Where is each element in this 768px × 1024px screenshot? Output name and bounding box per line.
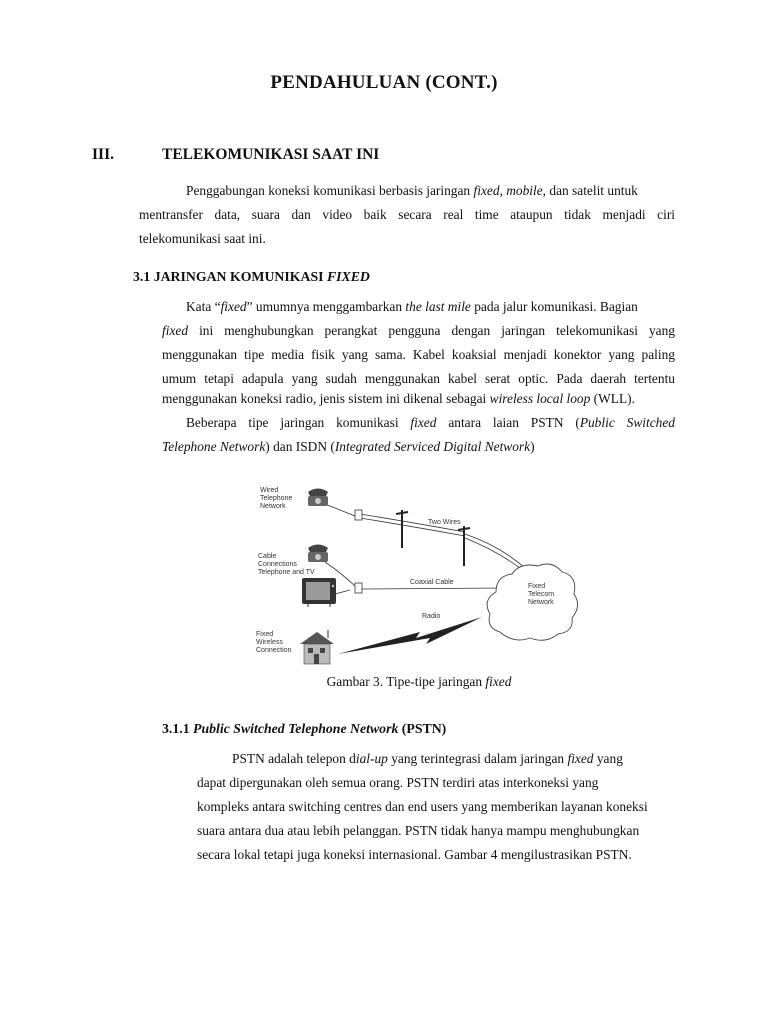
svg-text:Telephone and TV bbox=[258, 569, 315, 576]
p31-line-2: fixed ini menghubungkan perangkat pengguna dengan jaringan telekomunikasi yang bbox=[162, 323, 675, 338]
svg-text:Fixed bbox=[256, 631, 273, 638]
label-radio: Radio bbox=[422, 613, 441, 620]
section-number: III. bbox=[92, 146, 114, 163]
label-wired-2: Telephone bbox=[260, 495, 293, 502]
label-wireless-2: Wireless bbox=[256, 639, 283, 646]
p31-line-4: umum tetapi adapula yang sudah menggunakan kabel serat optic. Pada daerah tertentu bbox=[162, 371, 675, 386]
svg-text:Coaxial Cable bbox=[410, 579, 454, 586]
intro-line-2: mentransfer data, suara dan video baik secara real time ataupun tidak menjadi ciri bbox=[139, 207, 675, 222]
svg-text:Network bbox=[260, 503, 286, 510]
svg-text:Radio bbox=[422, 613, 440, 620]
svg-text:Network bbox=[528, 599, 554, 606]
svg-text:Wireless bbox=[256, 639, 283, 646]
label-cloud-1: Fixed bbox=[528, 583, 546, 590]
p311-line-2: dapat dipergunakan oleh semua orang. PSTN terdiri atas interkoneksi yang bbox=[197, 775, 599, 790]
junction-box-icon bbox=[355, 583, 362, 593]
figure-caption: Gambar 3. Tipe-tipe jaringan fixed bbox=[326, 674, 512, 689]
section-title: TELEKOMUNIKASI SAAT INI bbox=[162, 146, 380, 163]
svg-text:Connection bbox=[256, 647, 292, 654]
television-icon bbox=[302, 578, 336, 607]
label-wired-3: Network bbox=[260, 503, 286, 510]
house-icon bbox=[300, 630, 334, 664]
page-title: PENDAHULUAN (CONT.) bbox=[270, 72, 498, 93]
subsection-3-1-heading: 3.1 JARINGAN KOMUNIKASI FIXED bbox=[133, 269, 370, 284]
telephone-icon bbox=[308, 489, 328, 507]
svg-text:Connections bbox=[258, 561, 297, 568]
svg-text:Fixed bbox=[528, 583, 545, 590]
label-cable-3: Telephone and TV bbox=[258, 569, 315, 576]
p311-line-3: kompleks antara switching centres dan end users yang memberikan layanan koneksi bbox=[197, 799, 648, 814]
label-cloud-2: Telecom bbox=[528, 591, 555, 598]
radio-wave-icon bbox=[338, 617, 482, 654]
p31-line-6: Beberapa tipe jaringan komunikasi fixed antara laian PSTN (Public Switched bbox=[186, 415, 675, 430]
p31-line-1: Kata “fixed” umumnya menggambarkan the last mile pada jalur komunikasi. Bagian bbox=[186, 299, 638, 314]
svg-text:Cable bbox=[258, 553, 276, 560]
p311-line-4: suara antara dua atau lebih pelanggan. PSTN tidak hanya mampu menghubungkan bbox=[197, 823, 640, 838]
p31-line-5: menggunakan koneksi radio, jenis sistem ini dikenal sebagai wireless local loop (WLL). bbox=[162, 391, 635, 406]
network-types-figure bbox=[250, 482, 580, 672]
label-wireless: Fixed bbox=[256, 631, 274, 638]
label-coaxial: Coaxial Cable bbox=[410, 579, 454, 586]
label-wireless-3: Connection bbox=[256, 647, 292, 654]
p311-line-1: PSTN adalah telepon dial-up yang terintegrasi dalam jaringan fixed yang bbox=[232, 751, 623, 766]
subsection-3-1-1-heading: 3.1.1 Public Switched Telephone Network (PSTN) bbox=[162, 721, 447, 736]
telephone-icon bbox=[308, 545, 328, 563]
intro-line-3: telekomunikasi saat ini. bbox=[139, 231, 266, 246]
p311-line-5: secara lokal tetapi juga koneksi internasional. Gambar 4 mengilustrasikan PSTN. bbox=[197, 847, 632, 862]
label-wired: Wired bbox=[260, 487, 279, 494]
label-cable: Cable bbox=[258, 553, 277, 560]
svg-text:Two Wires bbox=[428, 519, 461, 526]
label-cloud-3: Network bbox=[528, 599, 554, 606]
svg-text:Telecom bbox=[528, 591, 554, 598]
intro-line-1: Penggabungan koneksi komunikasi berbasis jaringan fixed, mobile, dan satelit untuk bbox=[186, 183, 638, 198]
label-cable-2: Connections bbox=[258, 561, 297, 568]
svg-text:Telephone bbox=[260, 495, 292, 502]
p31-line-7: Telephone Network) dan ISDN (Integrated Serviced Digital Network) bbox=[162, 439, 535, 454]
label-two-wires: Two Wires bbox=[428, 519, 461, 526]
p31-line-3: menggunakan tipe media fisik yang sama. Kabel koaksial menjadi konektor yang paling bbox=[162, 347, 675, 362]
junction-box-icon bbox=[355, 510, 362, 520]
